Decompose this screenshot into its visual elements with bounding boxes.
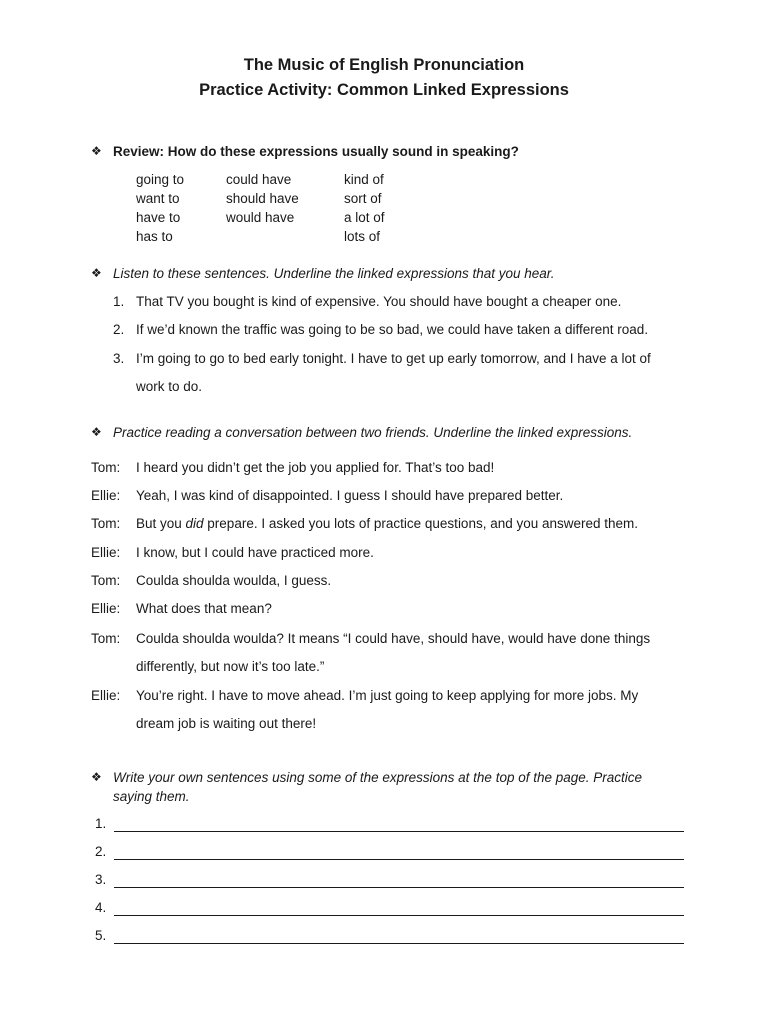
dialogue-line-continued: dream job is waiting out there! (136, 716, 317, 731)
emphasized-word: did (185, 516, 204, 531)
dialogue-line: Coulda shoulda woulda? It means “I could have, should have, would have done things (136, 631, 651, 646)
review-prompt: Review: How do these expressions usually sound in speaking? (113, 144, 519, 159)
diamond-bullet-icon: ❖ (91, 770, 102, 784)
speaker-label: Ellie: (91, 545, 121, 560)
speaker-label: Tom: (91, 516, 121, 531)
diamond-bullet-icon: ❖ (91, 266, 102, 280)
speaker-label: Tom: (91, 631, 121, 646)
dialogue-line (136, 516, 638, 531)
page-title: The Music of English Pronunciation (243, 56, 525, 74)
list-item: If we’d known the traffic was going to be so bad, we could have taken a different road. (136, 322, 649, 337)
dialogue-line: Yeah, I was kind of disappointed. I guess I should have prepared better. (136, 488, 564, 503)
expression: kind of (344, 172, 384, 187)
answer-line[interactable] (114, 816, 684, 832)
answer-number: 4. (95, 900, 107, 915)
answer-number: 2. (95, 844, 107, 859)
speaker-label: Ellie: (91, 688, 121, 703)
expression-column-1 (136, 170, 184, 246)
diamond-bullet-icon: ❖ (91, 425, 102, 439)
dialogue-line: You’re right. I have to move ahead. I’m just going to keep applying for more jobs. My (136, 688, 639, 703)
speaker-label: Tom: (91, 460, 121, 475)
answer-number: 5. (95, 928, 107, 943)
answer-line[interactable] (114, 872, 684, 888)
write-prompt: Write your own sentences using some of the expressions at the top of the page. Practice (113, 770, 643, 785)
speaker-label: Ellie: (91, 488, 121, 503)
list-item: I’m going to go to bed early tonight. I have to get up early tomorrow, and I have a lot of (136, 351, 651, 366)
expression: could have (226, 172, 292, 187)
answer-line[interactable] (114, 928, 684, 944)
expression: a lot of (344, 210, 385, 225)
dialogue-line: I know, but I could have practiced more. (136, 545, 374, 560)
dialogue-text: prepare. I asked you lots of practice questions, and you answered them. (203, 516, 639, 531)
list-item: That TV you bought is kind of expensive. You should have bought a cheaper one. (136, 294, 622, 309)
answer-number: 1. (95, 816, 107, 831)
answer-line[interactable] (114, 844, 684, 860)
answer-number: 3. (95, 872, 107, 887)
expression: has to (136, 229, 173, 244)
conversation-prompt: Practice reading a conversation between two friends. Underline the linked expressions. (113, 425, 633, 440)
speaker-label: Ellie: (91, 601, 121, 616)
speaker-label: Tom: (91, 573, 121, 588)
diamond-bullet-icon: ❖ (91, 144, 102, 158)
dialogue-line-continued: differently, but now it’s too late.” (136, 659, 325, 674)
expression: going to (136, 172, 185, 187)
listen-prompt: Listen to these sentences. Underline the linked expressions that you hear. (113, 266, 555, 281)
list-item-continued: work to do. (136, 379, 203, 394)
expression: lots of (344, 229, 381, 244)
page-subtitle: Practice Activity: Common Linked Expressions (199, 81, 569, 99)
expression: want to (136, 191, 180, 206)
dialogue-line: I heard you didn’t get the job you applied for. That’s too bad! (136, 460, 495, 475)
dialogue-line: What does that mean? (136, 601, 272, 616)
dialogue-text: But you (136, 516, 186, 531)
expression: would have (226, 210, 295, 225)
dialogue-line: Coulda shoulda woulda, I guess. (136, 573, 332, 588)
expression: have to (136, 210, 181, 225)
list-number: 3. (113, 351, 125, 366)
list-number: 1. (113, 294, 125, 309)
write-prompt-continued: saying them. (113, 789, 190, 804)
expression: sort of (344, 191, 382, 206)
expression-column-2 (226, 170, 299, 227)
expression: should have (226, 191, 299, 206)
expression-column-3 (344, 170, 385, 246)
list-number: 2. (113, 322, 125, 337)
answer-line[interactable] (114, 900, 684, 916)
